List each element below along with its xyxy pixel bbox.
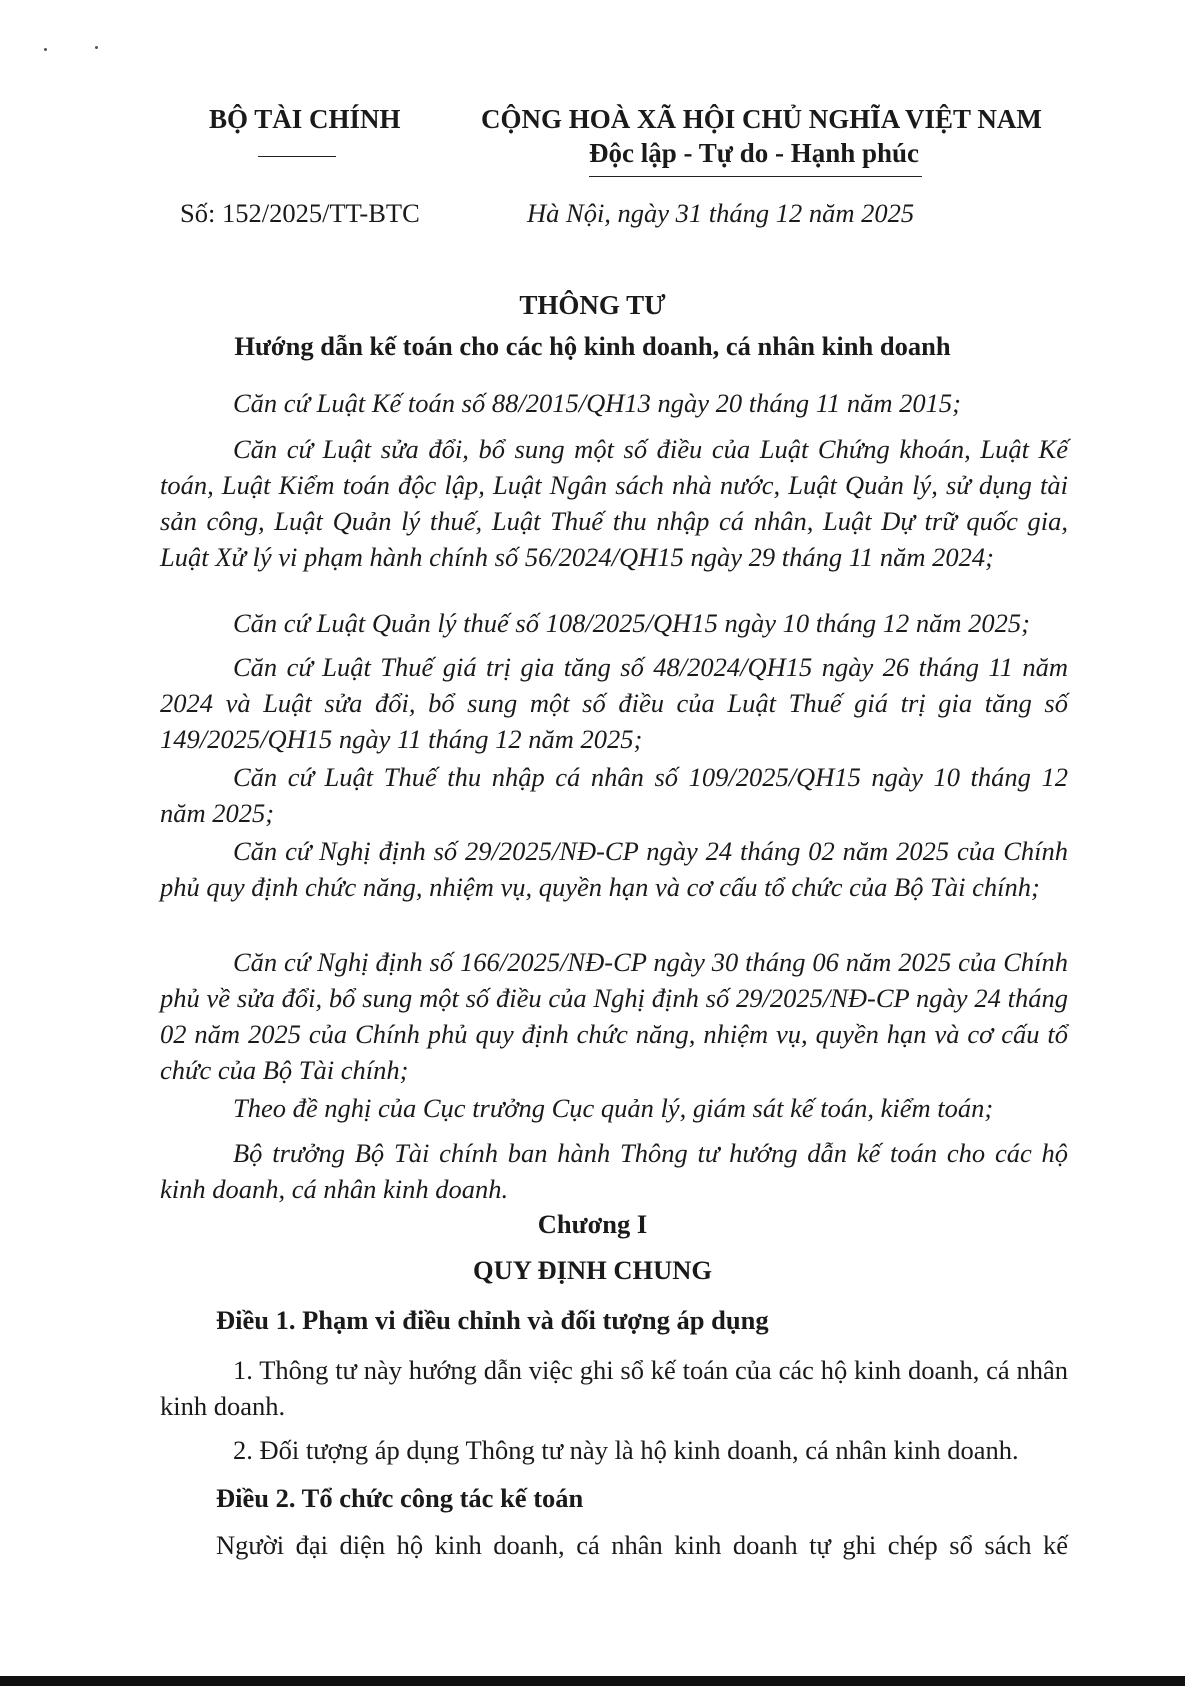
preamble-paragraph: Theo đề nghị của Cục trưởng Cục quản lý, giám sát kế toán, kiểm toán; <box>233 1093 994 1123</box>
document-number: Số: 152/2025/TT-BTC <box>180 198 420 228</box>
place-and-date: Hà Nội, ngày 31 tháng 12 năm 2025 <box>527 198 915 228</box>
document-subject: Hướng dẫn kế toán cho các hộ kinh doanh, cá nhân kinh doanh <box>234 331 951 361</box>
article-heading: Điều 1. Phạm vi điều chỉnh và đối tượng áp dụng <box>216 1305 769 1335</box>
preamble-paragraph: Căn cứ Nghị định số 166/2025/NĐ-CP ngày 30 tháng 06 năm 2025 của Chính phủ về sửa đổi, bổ sung một số điều của Nghị định số 29/2025/NĐ-CP ngày 24 tháng 02 năm 2025 của Chính phủ quy định chức năng, nhiệm vụ, quyền hạn và cơ cấu tổ chức của Bộ Tài chính; <box>160 947 1068 1085</box>
scan-speck <box>44 48 47 51</box>
chapter-title: QUY ĐỊNH CHUNG <box>473 1255 712 1285</box>
scan-speck <box>95 46 98 49</box>
ministry-name: BỘ TÀI CHÍNH <box>209 104 401 134</box>
preamble-paragraph: Căn cứ Luật Thuế thu nhập cá nhân số 109/2025/QH15 ngày 10 tháng 12 năm 2025; <box>160 762 1068 828</box>
ministry-underline <box>258 156 336 157</box>
document-type: THÔNG TƯ <box>519 290 666 320</box>
article-clause: Người đại diện hộ kinh doanh, cá nhân kinh doanh tự ghi chép sổ sách kế <box>216 1530 1068 1560</box>
country-name: CỘNG HOÀ XÃ HỘI CHỦ NGHĨA VIỆT NAM <box>481 104 1042 134</box>
preamble-paragraph: Căn cứ Luật Quản lý thuế số 108/2025/QH15 ngày 10 tháng 12 năm 2025; <box>233 608 1030 638</box>
article-heading: Điều 2. Tổ chức công tác kế toán <box>216 1483 584 1513</box>
preamble-paragraph: Căn cứ Luật Thuế giá trị gia tăng số 48/2024/QH15 ngày 26 tháng 11 năm 2024 và Luật sửa đổi, bổ sung một số điều của Luật Thuế giá trị gia tăng số 149/2025/QH15 ngày 11 tháng 12 năm 2025; <box>160 652 1068 754</box>
motto-underline <box>589 176 922 177</box>
preamble-paragraph: Bộ trưởng Bộ Tài chính ban hành Thông tư hướng dẫn kế toán cho các hộ kinh doanh, cá nhân kinh doanh. <box>160 1138 1068 1204</box>
scan-edge <box>0 1676 1185 1686</box>
national-motto: Độc lập - Tự do - Hạnh phúc <box>589 138 920 168</box>
article-clause: 2. Đối tượng áp dụng Thông tư này là hộ kinh doanh, cá nhân kinh doanh. <box>233 1435 1019 1465</box>
preamble-paragraph: Căn cứ Nghị định số 29/2025/NĐ-CP ngày 24 tháng 02 năm 2025 của Chính phủ quy định chức năng, nhiệm vụ, quyền hạn và cơ cấu tổ chức của Bộ Tài chính; <box>160 836 1068 902</box>
chapter-number: Chương I <box>537 1209 648 1239</box>
preamble-paragraph: Căn cứ Luật Kế toán số 88/2015/QH13 ngày 20 tháng 11 năm 2015; <box>233 388 961 418</box>
article-clause: 1. Thông tư này hướng dẫn việc ghi sổ kế toán của các hộ kinh doanh, cá nhân kinh doanh. <box>160 1355 1068 1421</box>
preamble-paragraph: Căn cứ Luật sửa đổi, bổ sung một số điều của Luật Chứng khoán, Luật Kế toán, Luật Kiểm toán độc lập, Luật Ngân sách nhà nước, Luật Quản lý, sử dụng tài sản công, Luật Quản lý thuế, Luật Thuế thu nhập cá nhân, Luật Dự trữ quốc gia, Luật Xử lý vi phạm hành chính số 56/2024/QH15 ngày 29 tháng 11 năm 2024; <box>160 434 1068 572</box>
